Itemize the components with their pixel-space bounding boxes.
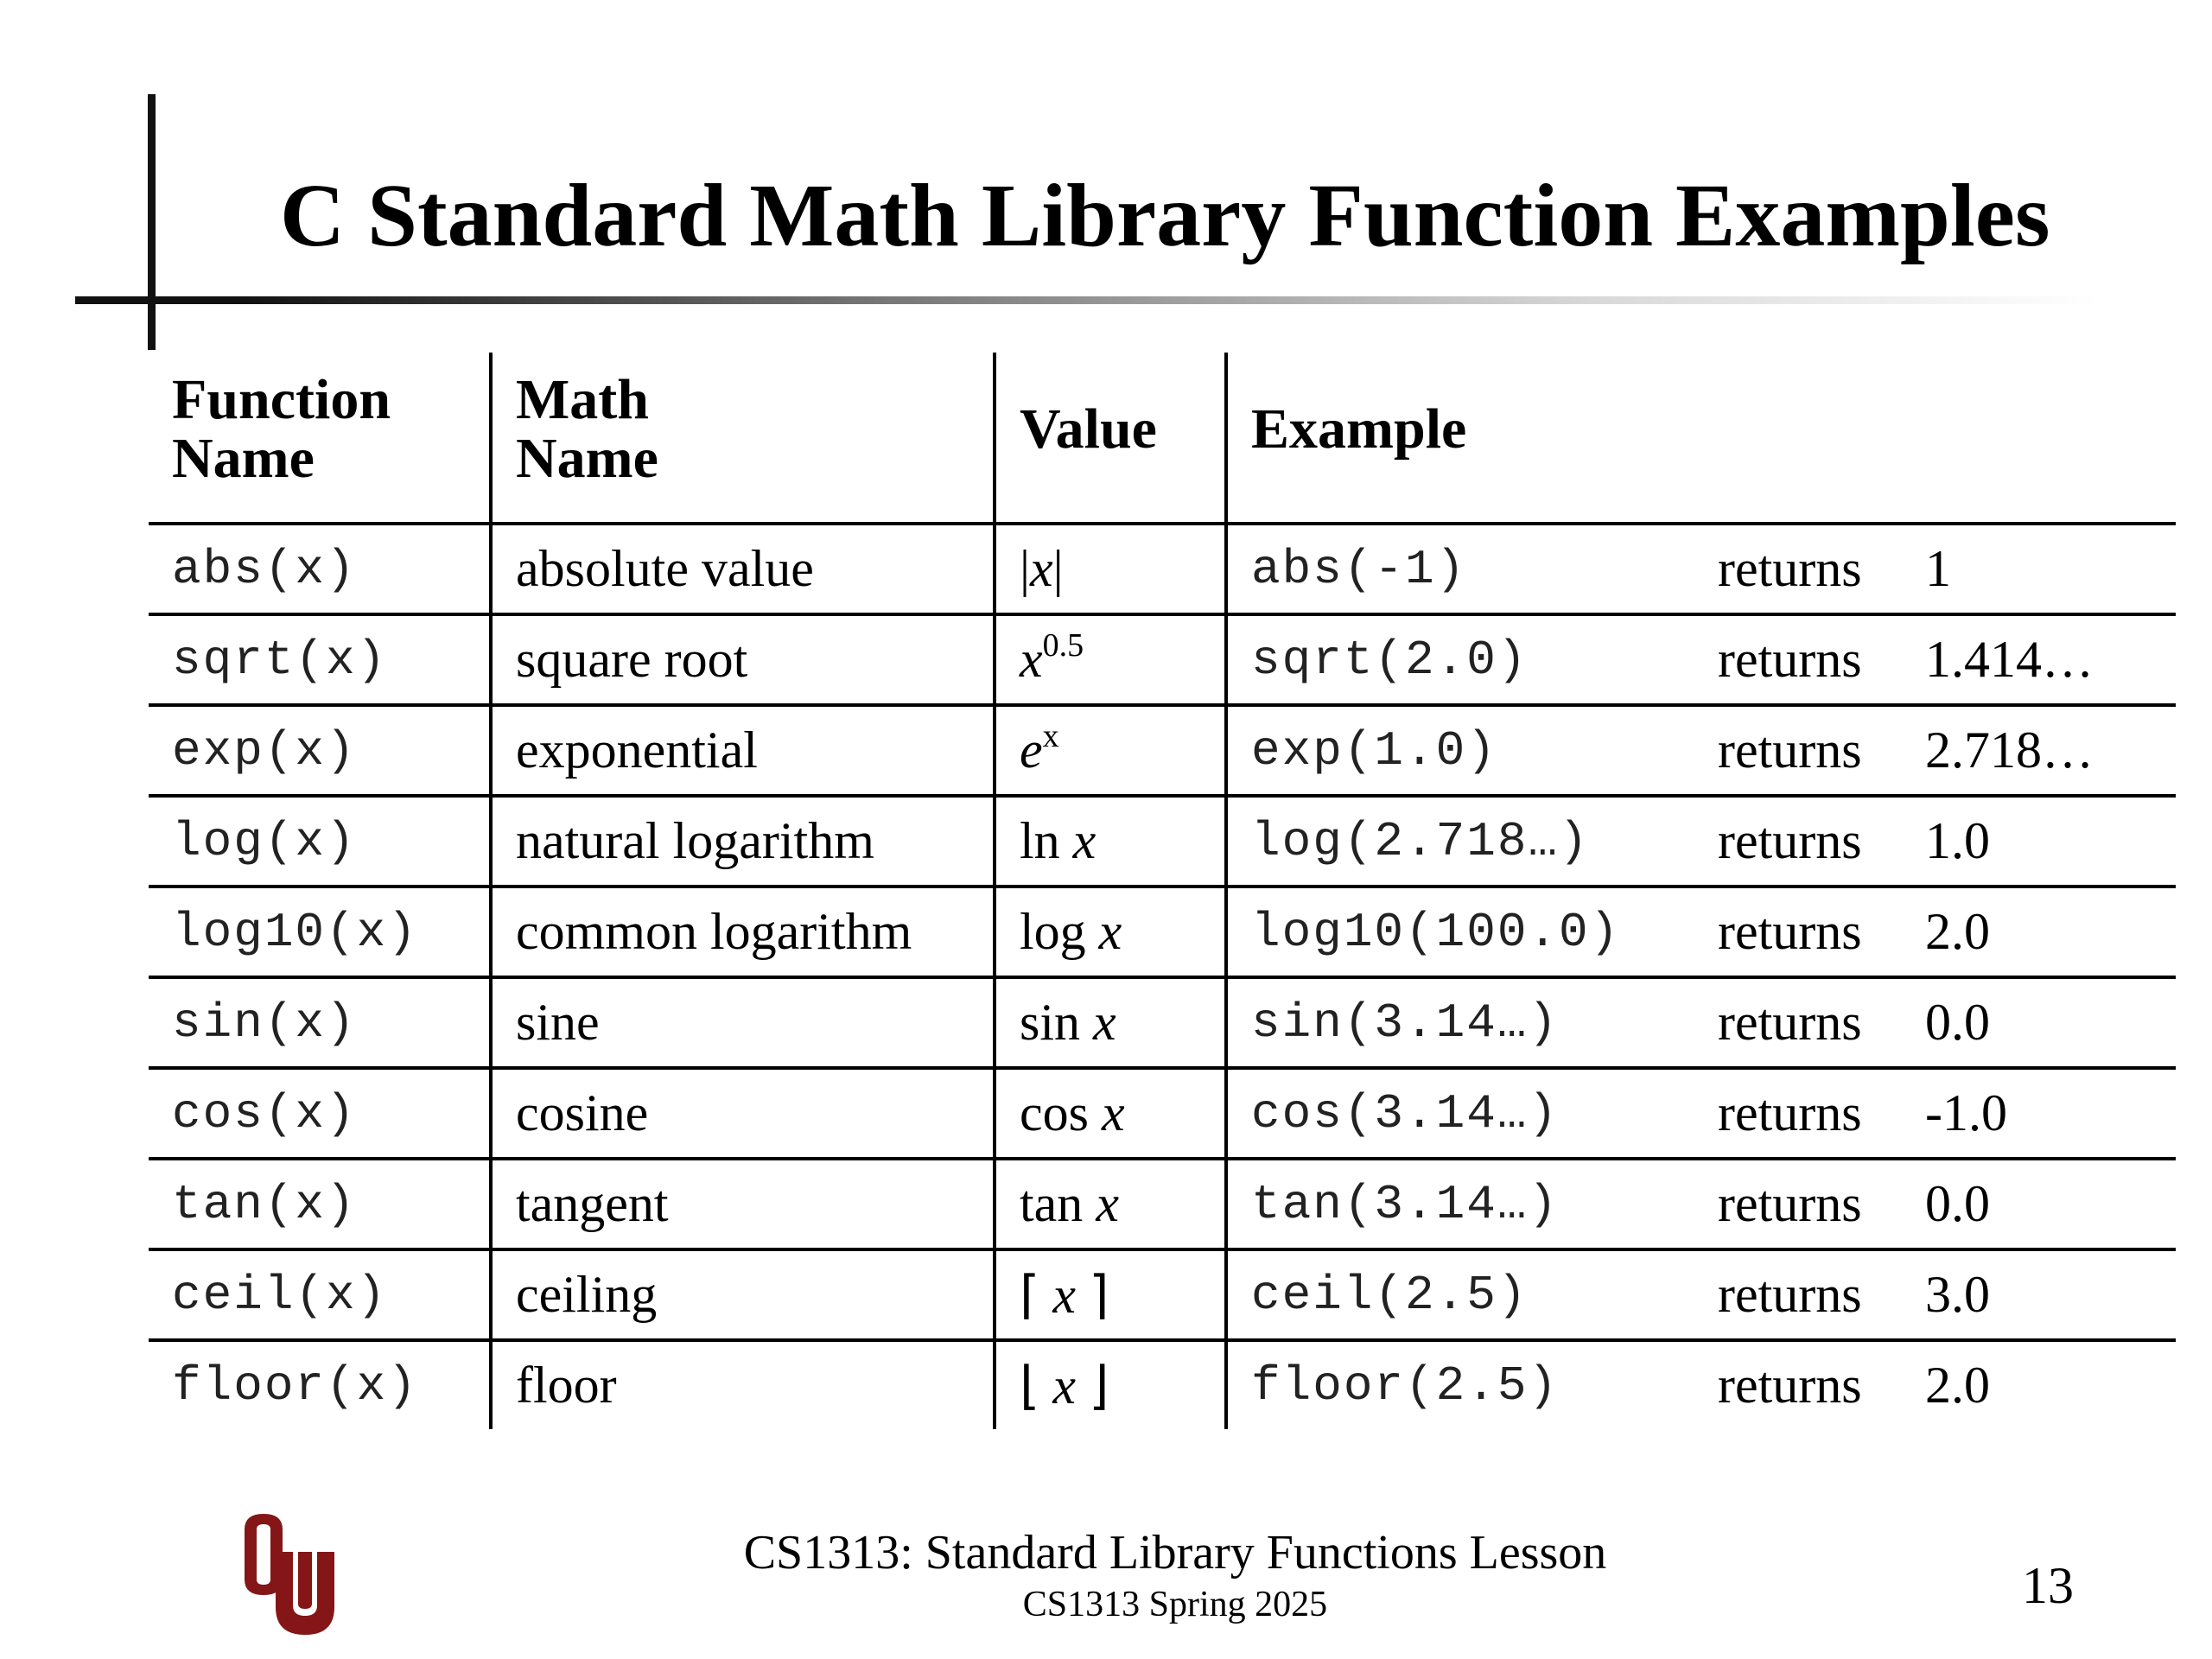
table-header-row — [149, 353, 2176, 524]
function-name: exp(x) — [149, 705, 491, 796]
math-value: $e^x$ — [995, 705, 1226, 796]
title-underline — [75, 296, 2097, 304]
page-number: 13 — [2022, 1557, 2074, 1614]
footer-course-lesson: CS1313: Standard Library Functions Lesson — [743, 1526, 1607, 1580]
slide-title: C Standard Math Library Function Examples — [280, 166, 2050, 265]
function-name: ceil(x) — [149, 1249, 491, 1340]
ou-logo-icon — [238, 1510, 341, 1638]
function-name: sqrt(x) — [149, 614, 491, 705]
return-value: -1.0 — [1925, 1068, 2176, 1159]
math-functions-table — [149, 353, 2176, 1429]
table-row — [149, 705, 2176, 796]
return-value: 2.0 — [1925, 887, 2176, 977]
math-value: ln x — [995, 796, 1226, 887]
math-name: exponential — [491, 705, 995, 796]
example-call: log10(100.0) — [1226, 887, 1718, 977]
math-name: floor — [491, 1340, 995, 1429]
function-name: sin(x) — [149, 977, 491, 1068]
table-row — [149, 1340, 2176, 1429]
example-call: exp(1.0) — [1226, 705, 1718, 796]
example-call: abs(-1) — [1226, 524, 1718, 614]
returns-label: returns — [1718, 1249, 1925, 1340]
math-name: sine — [491, 977, 995, 1068]
math-value: sin x — [995, 977, 1226, 1068]
returns-label: returns — [1718, 614, 1925, 705]
header-blank-returns — [1718, 353, 1925, 524]
returns-label: returns — [1718, 887, 1925, 977]
math-value: ⌊ x ⌋ — [995, 1340, 1226, 1429]
table-row — [149, 524, 2176, 614]
table-row — [149, 1159, 2176, 1249]
corner-vertical-line — [148, 94, 156, 350]
function-name: floor(x) — [172, 1357, 418, 1414]
math-value: $x^{0.5}$ — [995, 614, 1226, 705]
math-value: tan x — [995, 1159, 1226, 1249]
return-value: 2.718… — [1925, 705, 2176, 796]
function-name: tan(x) — [149, 1159, 491, 1249]
math-name: absolute value — [491, 524, 995, 614]
header-math-name: Math Name — [491, 353, 995, 524]
header-value: Value — [995, 353, 1226, 524]
return-value: 1 — [1925, 524, 2176, 614]
math-name: natural logarithm — [491, 796, 995, 887]
table-row — [149, 887, 2176, 977]
function-name: log(x) — [149, 796, 491, 887]
math-name: square root — [491, 614, 995, 705]
returns-label: returns — [1718, 705, 1925, 796]
math-name: cosine — [491, 1068, 995, 1159]
example-call: floor(2.5) — [1226, 1340, 1718, 1429]
return-value: 2.0 — [1925, 1357, 1990, 1414]
table-row — [149, 1249, 2176, 1340]
table-row — [149, 796, 2176, 887]
returns-label: returns — [1718, 1357, 1862, 1414]
math-value: log x — [995, 887, 1226, 977]
return-value: 1.414… — [1925, 614, 2176, 705]
function-name: abs(x) — [149, 524, 491, 614]
returns-label: returns — [1718, 1068, 1925, 1159]
table-row — [149, 614, 2176, 705]
footer-term: CS1313 Spring 2025 — [1022, 1585, 1328, 1624]
header-example: Example — [1226, 353, 1718, 524]
example-call: tan(3.14…) — [1226, 1159, 1718, 1249]
return-value: 3.0 — [1925, 1249, 2176, 1340]
math-name: common logarithm — [491, 887, 995, 977]
function-name: log10(x) — [149, 887, 491, 977]
math-name: tangent — [491, 1159, 995, 1249]
example-call: ceil(2.5) — [1226, 1249, 1718, 1340]
example-call: sqrt(2.0) — [1226, 614, 1718, 705]
math-value: |x| — [995, 524, 1226, 614]
example-call: cos(3.14…) — [1226, 1068, 1718, 1159]
header-function-name: Function Name — [149, 353, 491, 524]
returns-label: returns — [1718, 524, 1925, 614]
return-value: 0.0 — [1925, 977, 2176, 1068]
function-name: cos(x) — [149, 1068, 491, 1159]
returns-label: returns — [1718, 796, 1925, 887]
returns-label: returns — [1718, 1159, 1925, 1249]
return-value: 1.0 — [1925, 796, 2176, 887]
table-row — [149, 977, 2176, 1068]
math-value: ⌈ x ⌉ — [995, 1249, 1226, 1340]
return-value: 0.0 — [1925, 1159, 2176, 1249]
example-call: log(2.718…) — [1226, 796, 1718, 887]
table-row — [149, 1068, 2176, 1159]
returns-label: returns — [1718, 977, 1925, 1068]
math-value: cos x — [995, 1068, 1226, 1159]
math-name: ceiling — [491, 1249, 995, 1340]
header-blank-result — [1925, 353, 2176, 524]
example-call: sin(3.14…) — [1226, 977, 1718, 1068]
